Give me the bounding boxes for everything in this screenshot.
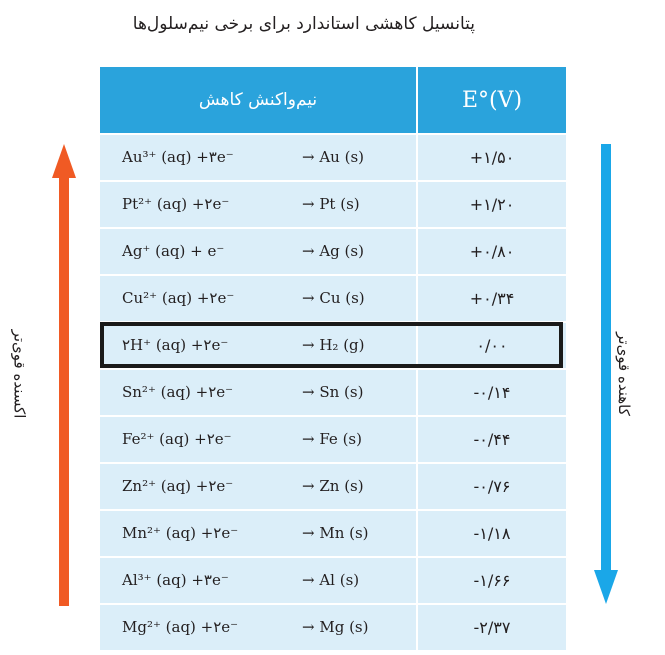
reaction-cell: [100, 369, 417, 416]
potential-value: -۰/۱۴: [417, 369, 566, 416]
potential-value: +۰/۳۴: [417, 275, 566, 322]
table-row: [100, 181, 566, 228]
reactants: Zn²⁺ (aq) +۲e⁻: [122, 477, 234, 495]
reactants: Mg²⁺ (aq) +۲e⁻: [122, 618, 239, 636]
potential-value: ۰/۰۰: [417, 322, 566, 369]
table-row: [100, 275, 566, 322]
reactants: Ag⁺ (aq) + e⁻: [122, 242, 225, 260]
potential-value: -۰/۴۴: [417, 416, 566, 463]
potential-value: -۲/۳۷: [417, 604, 566, 650]
reaction-cell: [100, 134, 417, 181]
reaction-cell: [100, 275, 417, 322]
potential-value: +۱/۵۰: [417, 134, 566, 181]
reactants: Au³⁺ (aq) +۳e⁻: [122, 148, 234, 166]
reaction-cell: [100, 228, 417, 275]
reaction-cell: [100, 510, 417, 557]
reaction-cell: [100, 416, 417, 463]
potential-value: -۱/۱۸: [417, 510, 566, 557]
table-row: [100, 369, 566, 416]
reactants: Pt²⁺ (aq) +۲e⁻: [122, 195, 230, 213]
reactants: Mn²⁺ (aq) +۲e⁻: [122, 524, 239, 542]
stronger-reducer-label: کاهنده قوی‌تر: [614, 332, 633, 416]
table-caption: پتانسیل کاهشی استاندارد برای برخی نیم‌سلول‌ها: [132, 14, 475, 34]
arrow-up-icon: [52, 144, 76, 606]
products: → Mg (s): [302, 618, 369, 636]
products: → Ag (s): [302, 242, 364, 260]
products: → Al (s): [302, 571, 360, 589]
reactants: Cu²⁺ (aq) +۲e⁻: [122, 289, 235, 307]
reactants: Fe²⁺ (aq) +۲e⁻: [122, 430, 232, 448]
potential-value: -۰/۷۶: [417, 463, 566, 510]
products: → Cu (s): [302, 289, 365, 307]
table-row-reference: [100, 322, 566, 369]
products: → Pt (s): [302, 195, 360, 213]
reaction-cell: [100, 322, 417, 369]
table-row: [100, 463, 566, 510]
products: → Fe (s): [302, 430, 362, 448]
potential-value: -۱/۶۶: [417, 557, 566, 604]
products: → Mn (s): [302, 524, 369, 542]
reaction-cell: [100, 557, 417, 604]
table-row: [100, 134, 566, 181]
reaction-cell: [100, 604, 417, 650]
reactants: Al³⁺ (aq) +۳e⁻: [122, 571, 229, 589]
products: → Zn (s): [302, 477, 364, 495]
products: → Au (s): [302, 148, 364, 166]
products: → Sn (s): [302, 383, 364, 401]
potential-value: +۰/۸۰: [417, 228, 566, 275]
products: → H₂ (g): [302, 336, 365, 354]
header-potential: E°(V): [417, 67, 566, 134]
table-row: [100, 510, 566, 557]
reactants: Sn²⁺ (aq) +۲e⁻: [122, 383, 234, 401]
table-row: [100, 604, 566, 650]
table-row: [100, 228, 566, 275]
potential-value: +۱/۲۰: [417, 181, 566, 228]
table-header-row: [100, 67, 566, 134]
reactants: ۲H⁺ (aq) +۲e⁻: [122, 336, 229, 354]
table-row: [100, 557, 566, 604]
reaction-cell: [100, 463, 417, 510]
reaction-cell: [100, 181, 417, 228]
stronger-oxidizer-label: اکسنده قوی‌تر: [10, 329, 29, 419]
reduction-potential-table: [100, 67, 566, 650]
header-reaction: نیم‌واکنش کاهش: [100, 67, 417, 134]
table-row: [100, 416, 566, 463]
